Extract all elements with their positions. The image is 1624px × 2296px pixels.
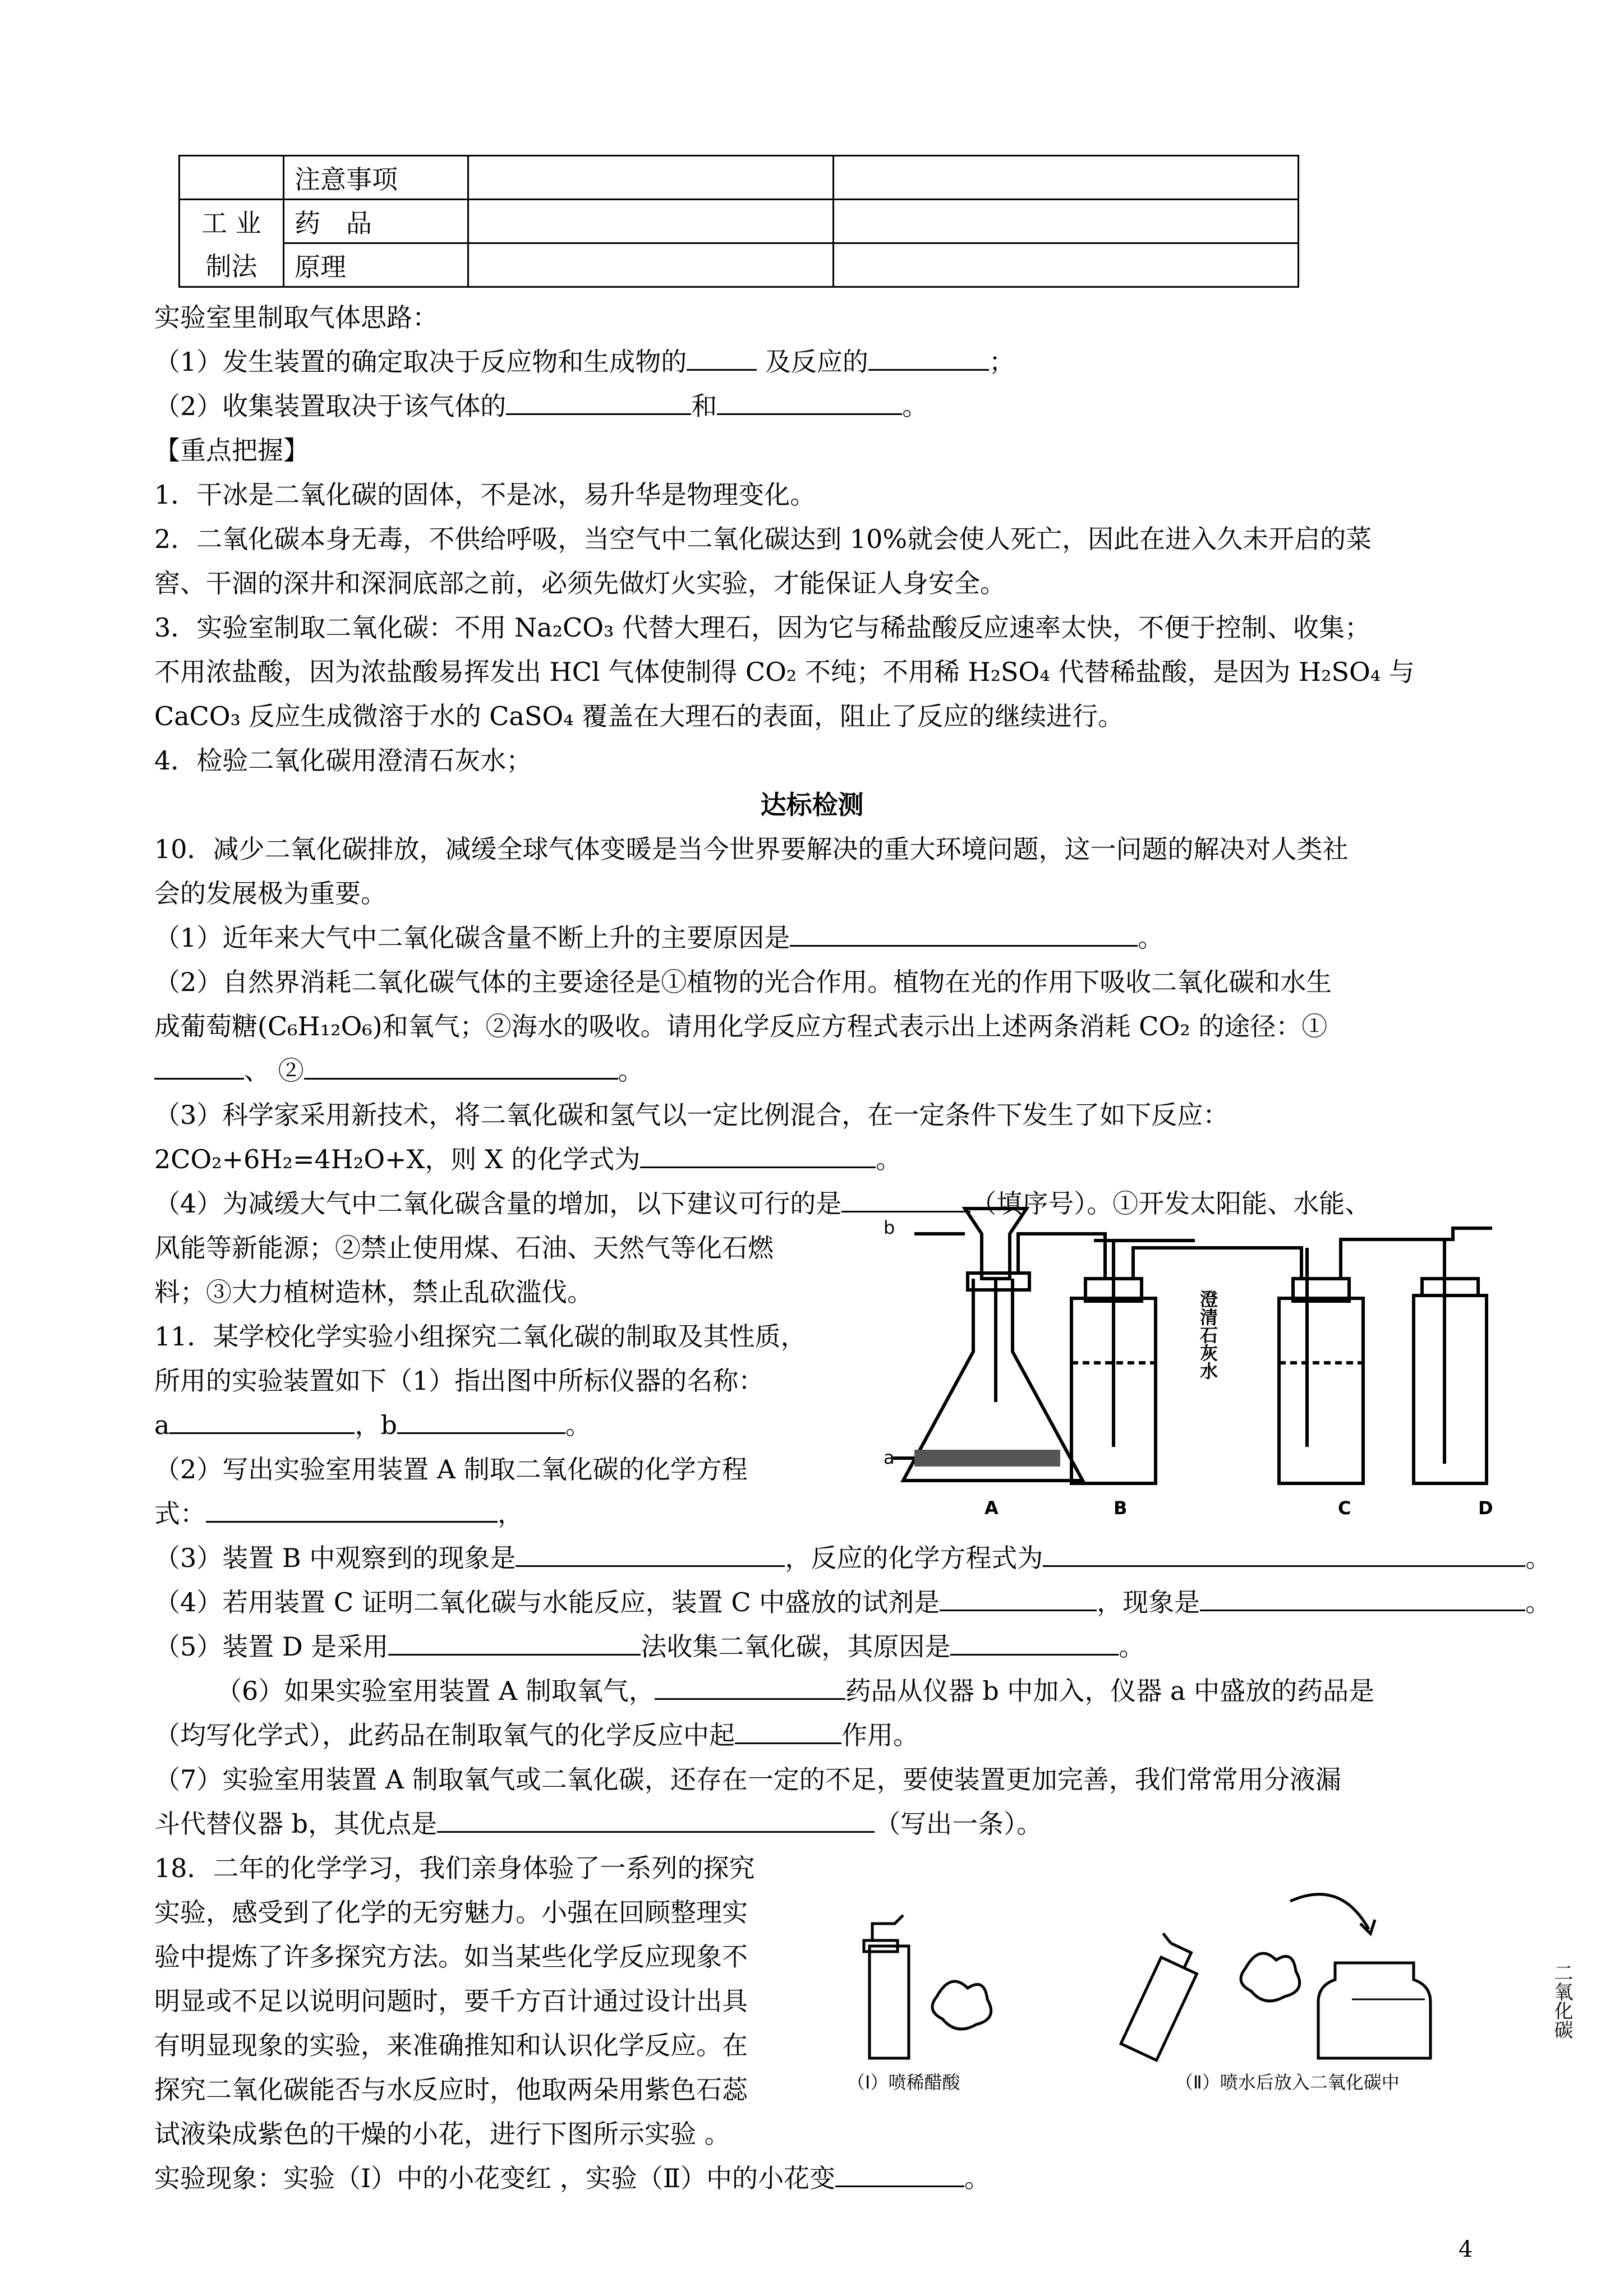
co2-jar xyxy=(1318,1963,1430,2058)
text-line: ， xyxy=(498,1499,523,1529)
answer-blank[interactable] xyxy=(640,1144,876,1168)
spray-bottle-1 xyxy=(869,1946,909,2058)
label-b: b xyxy=(884,1217,895,1238)
text-line: 3．实验室制取二氧化碳：不用 Na₂CO₃ 代替大理石，因为它与稀盐酸反应速率太快，不便于控制、收集； xyxy=(154,612,1370,643)
answer-blank[interactable] xyxy=(304,1055,618,1080)
text-line: 。 xyxy=(876,1144,902,1174)
text-line: 18．二年的化学学习，我们亲身体验了一系列的探究 xyxy=(154,1853,755,1883)
text-line: ，反应的化学方程式为 xyxy=(785,1543,1043,1573)
shape xyxy=(1133,1248,1301,1279)
table-cell xyxy=(468,156,834,200)
answer-blank[interactable] xyxy=(516,1543,785,1567)
label-D: D xyxy=(1478,1497,1493,1519)
text-line: 。 xyxy=(964,2163,991,2193)
text-line: （7）实验室用装置 A 制取氧气或二氧化碳，还存在一定的不足，要使装置更加完善，我们常常用分液漏 xyxy=(154,1764,1341,1795)
text-line: （均写化学式），此药品在制取氧气的化学反应中起 xyxy=(154,1720,735,1750)
text-line: 明显或不足以说明问题时，要千方百计通过设计出具 xyxy=(154,1986,748,2016)
caption-1: （Ⅰ）喷稀醋酸 xyxy=(847,2072,960,2093)
answer-blank[interactable] xyxy=(437,1809,875,1833)
text-line: 。 xyxy=(1525,1587,1552,1617)
table-cell: 工 业 xyxy=(180,200,284,243)
label-C: C xyxy=(1338,1497,1351,1519)
text-line xyxy=(154,1626,1144,1663)
text-line: 2CO₂+6H₂=4H₂O+X，则 X 的化学式为 xyxy=(154,1144,641,1174)
answer-blank[interactable] xyxy=(655,1676,845,1700)
text-line: 、 ② xyxy=(244,1055,304,1086)
table-cell: 原理 xyxy=(284,243,468,287)
text-line: CaCO₃ 反应生成微溶于水的 CaSO₄ 覆盖在大理石的表面，阻止了反应的继续进行。 xyxy=(154,701,1124,731)
table-cell: 制法 xyxy=(180,243,284,287)
label-a: a xyxy=(884,1447,895,1468)
answer-blank[interactable] xyxy=(735,1720,841,1744)
text-line: 有明显现象的实验，来准确推知和认识化学反应。在 xyxy=(154,2030,748,2060)
answer-blank[interactable] xyxy=(154,1055,244,1080)
text-line: （2）写出实验室用装置 A 制取二氧化碳的化学方程 xyxy=(154,1454,748,1484)
text-line: （5）装置 D 是采用 xyxy=(154,1631,389,1662)
flower-figure xyxy=(847,1879,1515,2064)
table-cell xyxy=(834,200,1299,243)
section-heading: 【重点把握】 xyxy=(154,435,309,465)
shape xyxy=(1422,1279,1478,1295)
answer-blank[interactable] xyxy=(1200,1587,1525,1611)
shape xyxy=(872,1915,903,1940)
text-line: 作用。 xyxy=(841,1720,919,1750)
text-line: （2）自然界消耗二氧化碳气体的主要途径是①植物的光合作用。植物在光的作用下吸收二氧化碳和水生 xyxy=(154,967,1332,997)
shape xyxy=(1341,1228,1492,1279)
bottle-d xyxy=(1414,1295,1487,1483)
info-table xyxy=(178,155,1299,288)
text-line: （填序号）。①开发太阳能、水能、 xyxy=(970,1188,1371,1219)
answer-blank[interactable] xyxy=(940,1587,1097,1611)
text-line: 成葡萄糖(C₆H₁₂O₆)和氧气；②海水的吸收。请用化学反应方程式表示出上述两条消耗 CO₂ 的途径：① xyxy=(154,1011,1328,1041)
text-line: （4）为减缓大气中二氧化碳含量的增加，以下建议可行的是 xyxy=(154,1188,842,1219)
text-line xyxy=(154,1050,644,1087)
text-line: 试液染成紫色的干燥的小花，进行下图所示实验 。 xyxy=(154,2119,730,2149)
text-line xyxy=(154,1538,1551,1575)
text-line: 会的发展极为重要。 xyxy=(154,878,387,909)
text-line: 10．减少二氧化碳排放，减缓全球气体变暖是当今世界要解决的重大环境问题，这一问题的解决对人类社 xyxy=(154,834,1349,864)
text-line: 。 xyxy=(618,1055,644,1086)
table-cell xyxy=(834,156,1299,200)
text-line: 。 xyxy=(1138,923,1164,953)
text-line: 探究二氧化碳能否与水反应时，他取两朵用紫色石蕊 xyxy=(154,2074,748,2105)
table-cell: 注意事项 xyxy=(284,156,468,200)
text-line xyxy=(154,1582,1551,1619)
spray-bottle-2 xyxy=(1121,1957,1197,2060)
answer-blank[interactable] xyxy=(206,1499,498,1523)
caption-2: （Ⅱ）喷水后放入二氧化碳中 xyxy=(1175,2072,1400,2093)
text-line: 窖、干涸的深井和深洞底部之前，必须先做灯火实验，才能保证人身安全。 xyxy=(154,568,1006,598)
text-line: 。 xyxy=(1119,1631,1145,1662)
text-line xyxy=(154,1405,591,1442)
limewater-label: 澄清石灰水 xyxy=(1197,1290,1218,1380)
text-line xyxy=(154,918,1163,955)
text-line: 1．干冰是二氧化碳的固体，不是冰，易升华是物理变化。 xyxy=(154,480,816,510)
answer-blank[interactable] xyxy=(687,347,757,371)
text-line: 和 xyxy=(691,391,717,421)
text-line xyxy=(154,1139,901,1176)
text-line: 法收集二氧化碳，其原因是 xyxy=(641,1631,951,1662)
answer-blank[interactable] xyxy=(868,347,989,371)
table-row xyxy=(180,243,1299,287)
shape xyxy=(1018,1234,1105,1279)
text-line: 实验现象：实验（I）中的小花变红 ，实验（Ⅱ）中的小花变 xyxy=(154,2163,836,2193)
text-line xyxy=(154,342,1015,379)
text-line: 实验，感受到了化学的无穷魅力。小强在回顾整理实 xyxy=(154,1897,748,1928)
text-line: 实验室里制取气体思路： xyxy=(154,302,438,333)
answer-blank[interactable] xyxy=(506,391,691,415)
answer-blank[interactable] xyxy=(717,391,902,415)
text-line: （1）发生装置的确定取决于反应物和生成物的 xyxy=(154,347,687,377)
text-line: 式： xyxy=(154,1499,206,1529)
text-line xyxy=(154,1804,1042,1841)
text-line xyxy=(154,1715,919,1752)
arrow xyxy=(1290,1894,1369,1929)
page-number: 4 xyxy=(1459,2237,1473,2262)
text-line: （3）科学家采用新技术，将二氧化碳和氢气以一定比例混合，在一定条件下发生了如下反应： xyxy=(154,1100,1229,1130)
text-line: ； xyxy=(988,347,1015,377)
text-line xyxy=(216,1671,1374,1708)
text-line: 药品从仪器 b 中加入，仪器 a 中盛放的药品是 xyxy=(845,1676,1375,1706)
table-cell xyxy=(180,156,284,200)
text-line: （2）收集装置取决于该气体的 xyxy=(154,391,507,421)
flower-1 xyxy=(932,1981,991,2029)
table-row xyxy=(180,156,1299,200)
table-cell xyxy=(834,243,1299,287)
answer-blank[interactable] xyxy=(1043,1543,1525,1567)
text-line: 。 xyxy=(1525,1543,1552,1573)
table-row xyxy=(180,200,1299,243)
jar-label: 二氧化碳 xyxy=(1551,1963,1573,2039)
bottle-c xyxy=(1279,1298,1363,1483)
text-line: ，b xyxy=(355,1410,397,1440)
table-cell xyxy=(468,243,834,287)
label-A: A xyxy=(984,1497,999,1519)
answer-blank[interactable] xyxy=(397,1410,565,1434)
answer-blank[interactable] xyxy=(950,1631,1119,1656)
text-line: 4．检验二氧化碳用澄清石灰水； xyxy=(154,745,532,776)
answer-blank[interactable] xyxy=(388,1631,641,1656)
text-line: 所用的实验装置如下（1）指出图中所标仪器的名称： xyxy=(154,1366,765,1396)
text-line: ，现象是 xyxy=(1097,1587,1200,1617)
text-line: 斗代替仪器 b，其优点是 xyxy=(154,1809,438,1839)
text-line: （1）近年来大气中二氧化碳含量不断上升的主要原因是 xyxy=(154,923,790,953)
table-cell xyxy=(468,200,834,243)
answer-blank[interactable] xyxy=(169,1410,355,1434)
text-line: 料；③大力植树造林，禁止乱砍滥伐。 xyxy=(154,1277,593,1307)
text-line: 。 xyxy=(565,1410,591,1440)
flower-2 xyxy=(1241,1953,1300,2001)
table-cell: 药 品 xyxy=(284,200,468,243)
text-line: 风能等新能源；②禁止使用煤、石油、天然气等化石燃 xyxy=(154,1233,774,1263)
text-line: 。 xyxy=(902,391,928,421)
section-title: 达标检测 xyxy=(760,790,864,820)
text-line xyxy=(154,386,928,423)
text-line: （3）装置 B 中观察到的现象是 xyxy=(154,1543,516,1573)
text-line xyxy=(154,2158,990,2195)
text-line: 验中提炼了许多探究方法。如当某些化学反应现象不 xyxy=(154,1942,748,1972)
text-line: 及反应的 xyxy=(765,347,868,377)
text-line: （4）若用装置 C 证明二氧化碳与水能反应，装置 C 中盛放的试剂是 xyxy=(154,1587,940,1617)
answer-blank[interactable] xyxy=(790,923,1138,947)
text-line xyxy=(154,1493,523,1530)
text-line: 2．二氧化碳本身无毒，不供给呼吸，当空气中二氧化碳达到 10%就会使人死亡，因此在进入久未开启的菜 xyxy=(154,524,1372,554)
text-line: （写出一条）。 xyxy=(875,1809,1043,1839)
answer-blank[interactable] xyxy=(835,2163,964,2187)
text-line: 不用浓盐酸，因为浓盐酸易挥发出 HCl 气体使制得 CO₂ 不纯；不用稀 H₂SO₄ 代替稀盐酸，是因为 H₂SO₄ 与 xyxy=(154,657,1415,687)
text-line: 11．某学校化学实验小组探究二氧化碳的制取及其性质， xyxy=(154,1321,807,1352)
shape xyxy=(968,1273,1029,1290)
label-B: B xyxy=(1114,1497,1128,1519)
text-line: a xyxy=(154,1410,170,1440)
text-line: （6）如果实验室用装置 A 制取氧气， xyxy=(216,1676,655,1706)
